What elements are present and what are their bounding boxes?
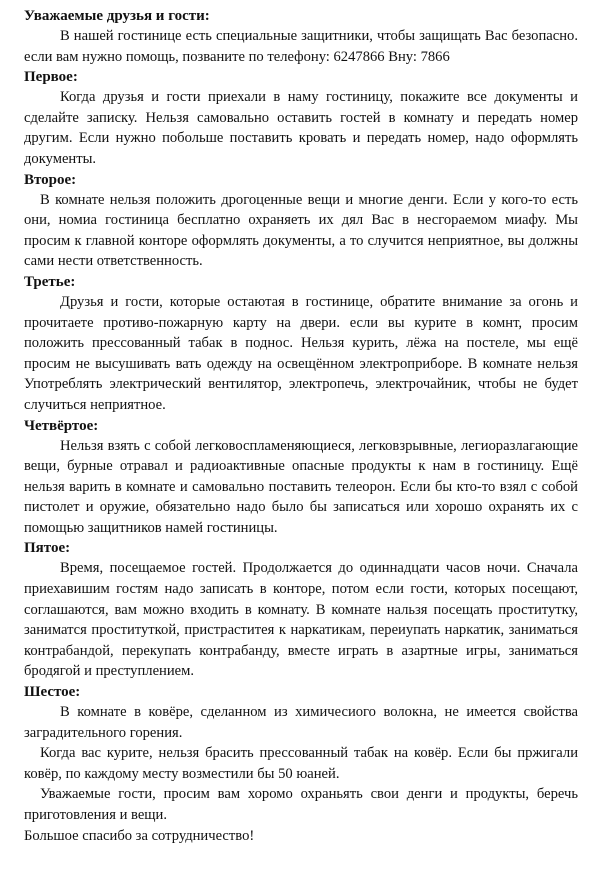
- closing-thanks: Большое спасибо за сотрудничество!: [24, 827, 255, 844]
- section-6-paragraph-2: Когда вас курите, нельзя брасить прессованный табак на ковёр. Если бы пржигали ковёр, по каждому месту возместили бы 50 юаней.: [24, 745, 578, 782]
- section-2-heading: Второе:: [24, 171, 77, 188]
- section-1-paragraph: Когда друзья и гости приехали в наму гостиницу, покажите все документы и сделайте записку. Нельзя самовально оставить гостей в комнату и передать номер другим. Если нужно побольше поставить кровать и передать номер, надо оформлять документы.: [24, 89, 578, 167]
- section-3-heading: Третье:: [24, 273, 76, 290]
- section-4-paragraph: Нельзя взять с собой легковоспламеняющиеся, легковзрывные, легиоразлагающие вещи, бурные отравал и радиоактивные опасные продукты к нам в гостиницу. Ещё нельзя варить в комнате и самовально поставить телеорон. Если бы кто-то взял с собой пистолет и оружие, обязательно надо было бы записаться или хорошо охранять их с помощью защитников намей гостиницы.: [24, 437, 578, 536]
- section-2-paragraph: В комнате нельзя положить дрогоценные вещи и многие денги. Если у кого-то есть они, номиа гостиница бесплатно охраняеть их дял Вас в несгораемом миафу. Мы просим к главной конторе оформлять документы, а то случится неприятное, вы должны сами нести ответственность.: [24, 191, 578, 270]
- section-4-heading: Четвёртое:: [24, 417, 99, 434]
- section-1-heading: Первое:: [24, 69, 78, 86]
- intro-paragraph: В нашей гостинице есть специальные защитники, чтобы защищать Вас безопасно. если вам нужно помощь, позваните по телефону: 6247866 Вну: 7866: [24, 28, 578, 65]
- section-5-paragraph: Время, посещаемое гостей. Продолжается до одиннадцати часов ночи. Сначала приехавишим гостям надо записать в конторе, потом если гости, которых посещают, соглашаются, вам можно входить в комнату. В комнате нальзя посещать проститутку, заниматся проституткой, пристраститея к наркатикам, переиупать наркатик, заниматься контрабандой, перекупать контрабанду, вместе играть в азартные игры, заниматься бродягой и преступлением.: [24, 560, 578, 680]
- section-6-paragraph-1: В комнате в ковёре, сделанном из химичесиого волокна, не имеется свойства заградительного горения.: [24, 704, 578, 741]
- section-6-heading: Шестое:: [24, 684, 81, 701]
- greeting-heading: Уважаемые друзья и гости:: [24, 8, 210, 24]
- section-3-paragraph: Друзья и гости, которые остаютая в гостинице, обратите внимание за огонь и прочитаете противо-пожарную карту на двери. если вы курите в комнт, просим положить прессованный табак в поднос. Нельзя курить, лёжа на постеле, мы ещё просим не высушивать вать одежду на освещённом электроприборе. В комнате нельзя Употреблять электрический вентилятор, электропечь, электрочайник, чтобы не будет случиться неприятное.: [24, 293, 578, 413]
- section-5-heading: Пятое:: [24, 540, 71, 557]
- section-6-paragraph-3: Уважаемые гости, просим вам хоромо охраньять свои денги и продукты, беречь приготовления и вещи.: [24, 786, 578, 823]
